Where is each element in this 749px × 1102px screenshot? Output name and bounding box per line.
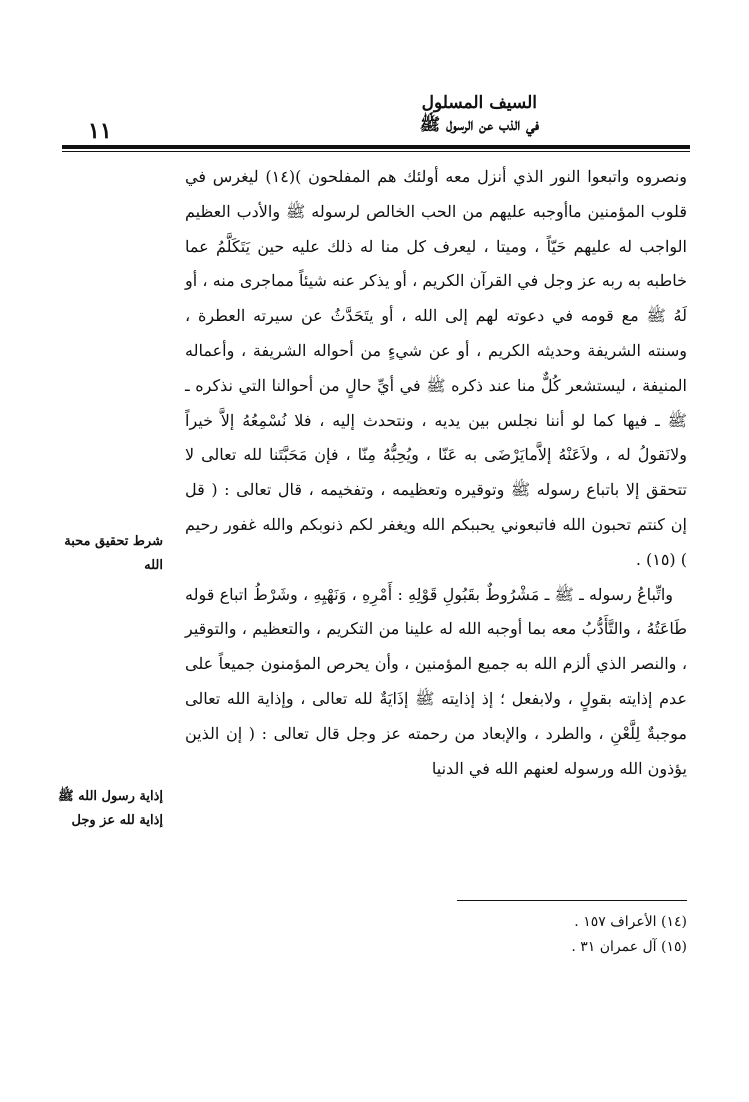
paragraph-1: ونصروه واتبعوا النور الذي أنزل معه أولئك هم المفلحون )(١٤) ليغرس في قلوب المؤمنين ماأوجبه عليهم من الحب الخالص لرسوله ﷺ والأدب العظيم الواجب له عليهم حَيّاً ، وميتا ، ليعرف كل منا له ذلك عليه حين يَتَكَلَّمُ عما خاطبه به ربه عز وجل في القرآن الكريم ، أو يذكر عنه شيئاً مماجرى منه ، أو لَهُ ﷺ مع قومه في دعوته لهم إلى الله ، أو يتَحَدَّثُ عن سيرته العطرة ، وسنته الشريفة وحديثه الكريم ، أو عن شيءٍ من أحواله الشريفة ، وأعماله المنيفة ، ليستشعر كُلٌّ منا عند ذكره ﷺ في أيِّ حالٍ من أحوالنا التي نذكره ـ ﷺ ـ فيها كما لو أننا نجلس بين يديه ، ونتحدث إليه ، فلا نُسْمِعُهُ إلاَّ خيراً ولانَقولُ له ، ولاَعَنْهُ إلاَّمايَرْضَى به عَنّا ، ويُحِبُّهُ مِنّا ، فإن مَحَبَّتَنا لله تعالى لا تتحقق إلا باتباع رسوله ﷺ وتوقيره وتعظيمه ، وتفخيمه ، قال تعالى : ( قل إن كنتم تحبون الله فاتبعوني يحببكم الله ويغفر لكم ذنوبكم والله غفور رحيم ) (١٥) . bbox=[185, 167, 688, 569]
footnote-15: (١٥) آل عمران ٣١ . bbox=[571, 939, 687, 955]
running-title-line1: السيف المسلول bbox=[421, 93, 537, 113]
margin-note-harm-prophet: إذاية رسول الله ﷺ إذاية لله عز وجل bbox=[57, 789, 163, 828]
running-header bbox=[420, 92, 539, 136]
header-rule-thin bbox=[62, 151, 690, 152]
footnote-rule bbox=[457, 900, 687, 901]
margin-note-love-condition: شرط تحقيق محبة الله bbox=[64, 534, 163, 573]
footnotes bbox=[287, 910, 687, 960]
footnote-14: (١٤) الأعراف ١٥٧ . bbox=[574, 914, 687, 930]
page-number: ١١ bbox=[88, 118, 112, 144]
paragraph-2: واتِّباعُ رسوله ـ ﷺ ـ مَشْرُوطٌ بقَبُولِ قَوْلِهِ : أَمْرِهِ ، وَنَهْيِهِ ، وشَرْطُ اتباع قوله طَاعَتُهُ ، والتَّأَدُّبُ معه بما أوجبه الله له علينا من التكريم ، والتعظيم ، والتوقير ، والنصر الذي ألزم الله به جميع المؤمنين ، وأن يحرص المؤمنون جميعاً على عدم إذايته بقولٍ ، ولابفعل ؛ إذ إذايته ﷺ إذَايَةٌ لله تعالى ، وإذاية الله تعالى موجبةٌ لِلَّعْنِ ، والطرد ، والإبعاد من رحمته عز وجل قال تعالى : ( إن الذين يؤذون الله ورسوله لعنهم الله في الدنيا bbox=[185, 584, 687, 778]
body-text bbox=[185, 160, 687, 786]
running-title-line2: في الذب عن الرسول ﷺ bbox=[419, 115, 539, 135]
header-rule-thick bbox=[62, 145, 690, 149]
